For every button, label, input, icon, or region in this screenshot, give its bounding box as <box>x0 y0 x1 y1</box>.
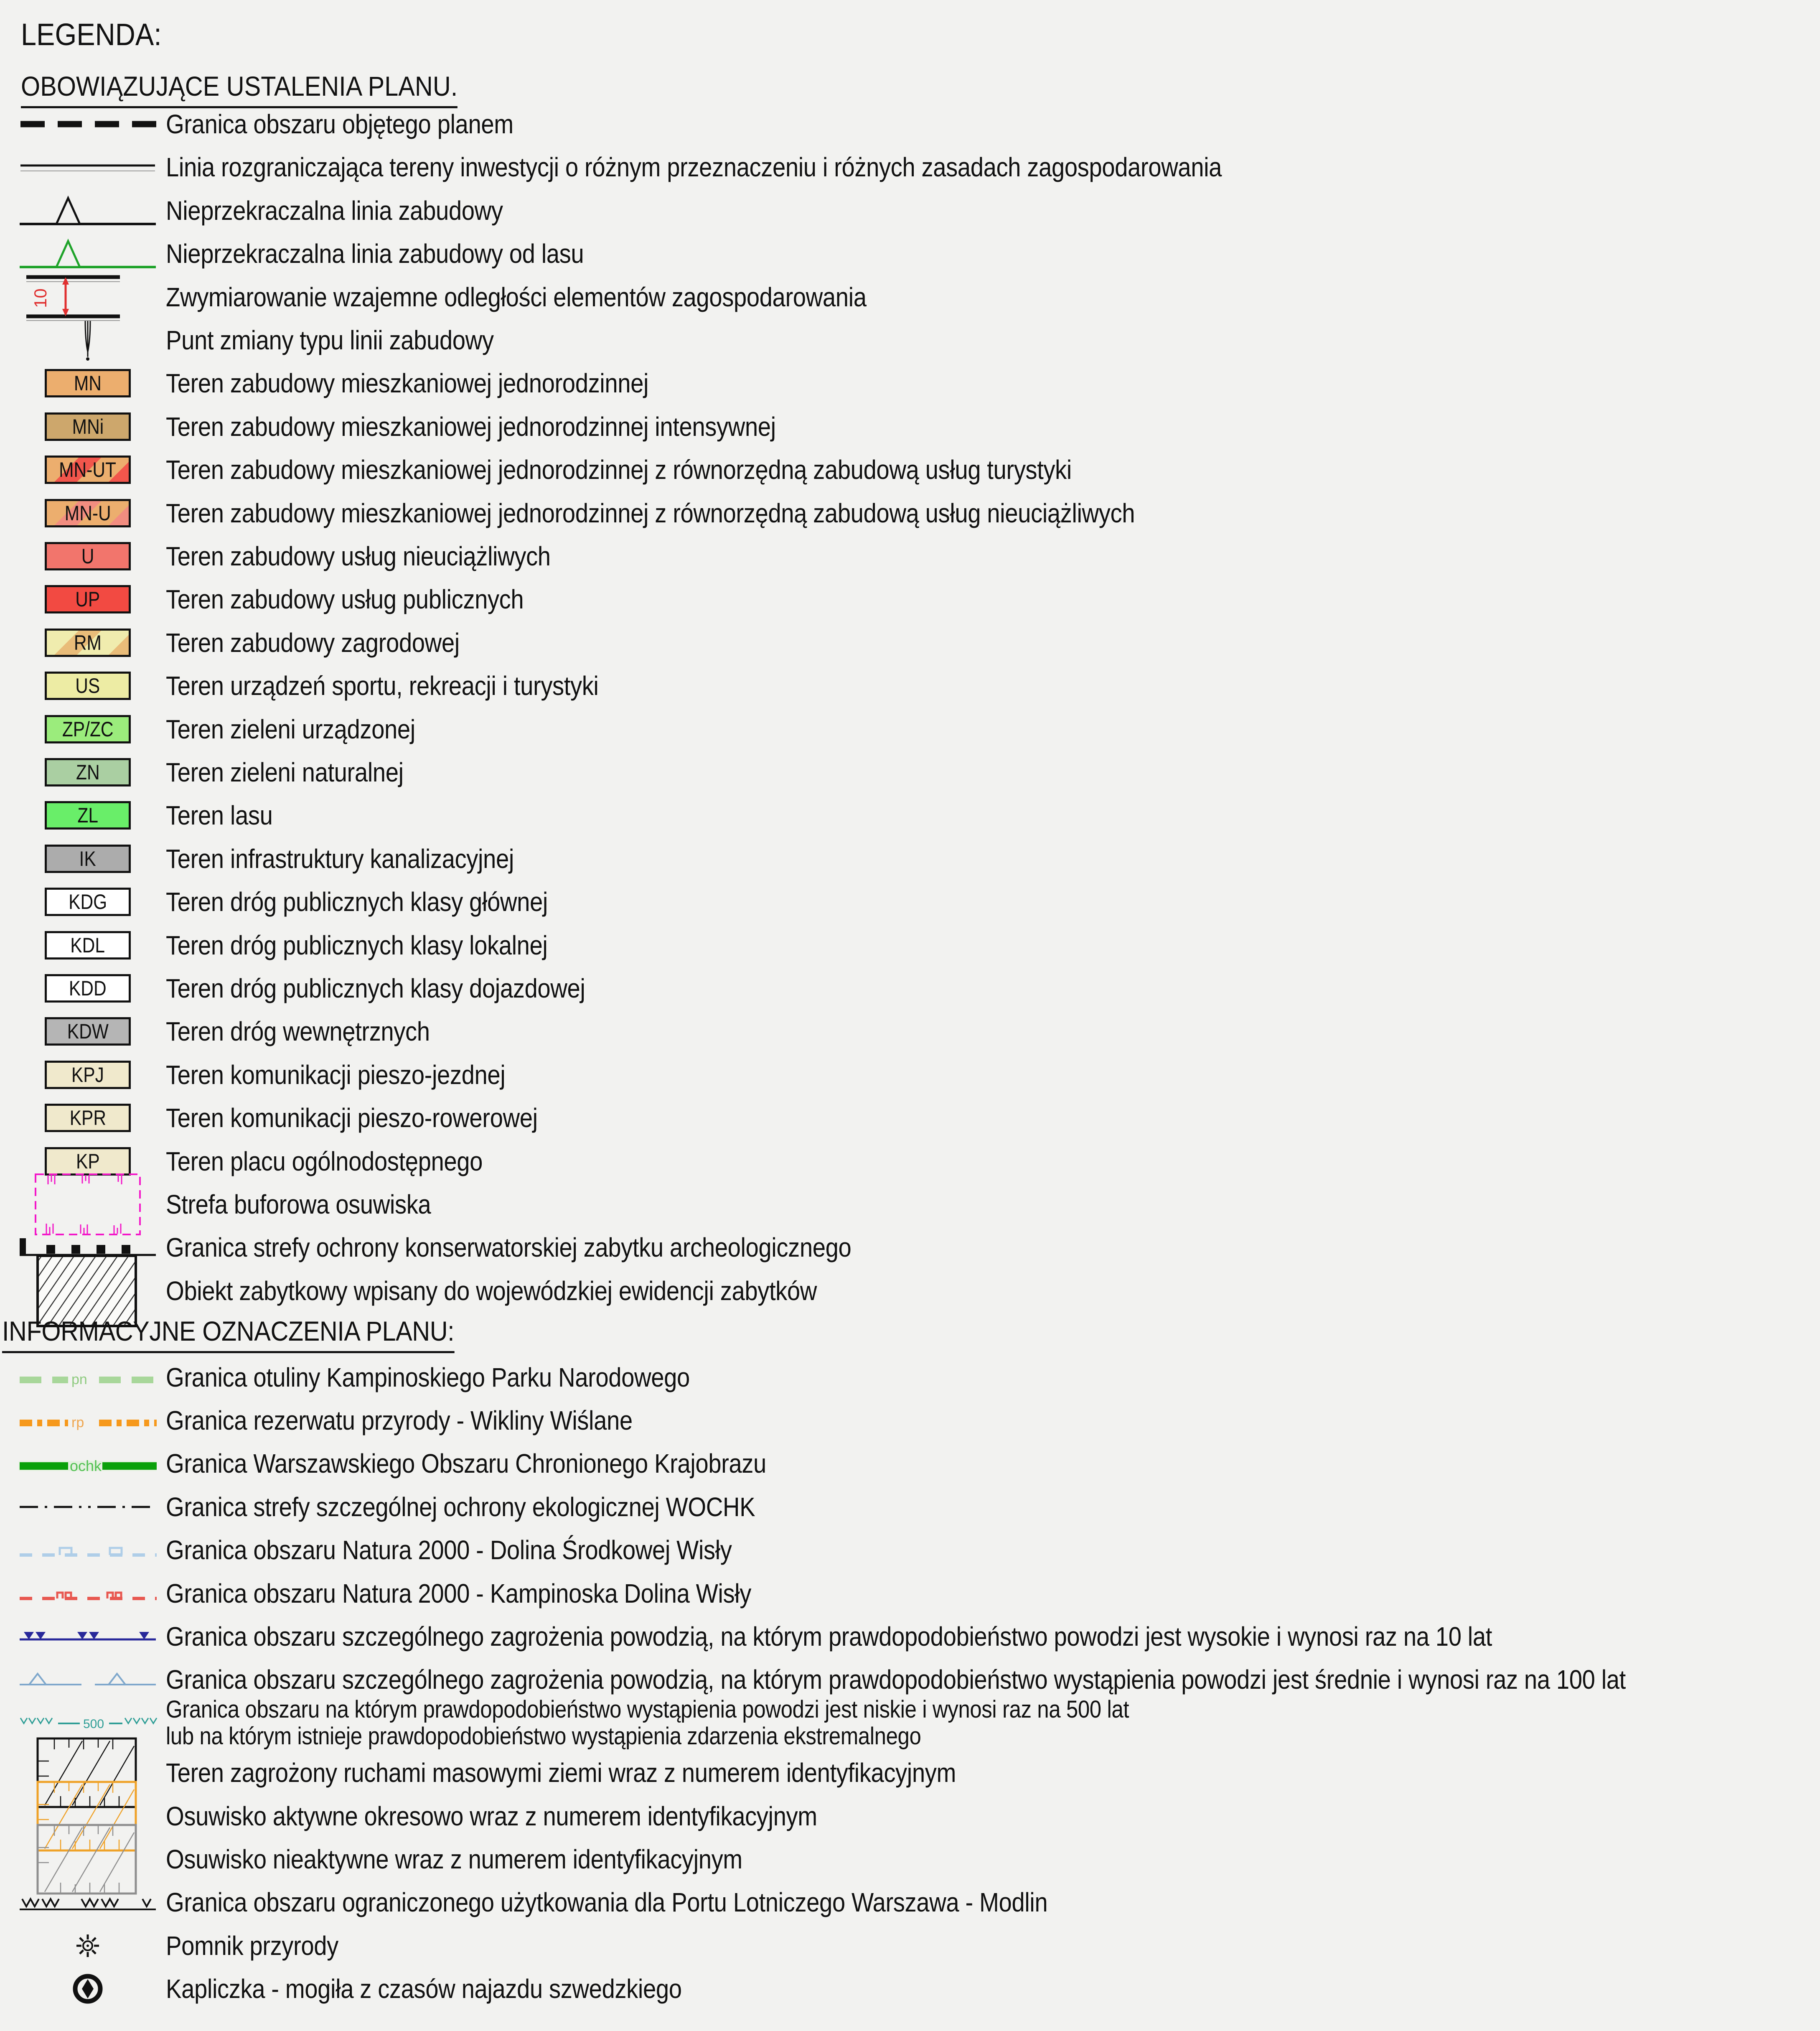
area-code-swatch <box>45 1061 131 1089</box>
legend-item-label: Linia rozgraniczająca tereny inwestycji o różnym przeznaczeniu i różnych zasadach zagospodarowania <box>166 152 1222 183</box>
legend-item-label: Teren zabudowy mieszkaniowej jednorodzinnej z równorzędną zabudową usług turystyki <box>166 455 1072 485</box>
area-code-swatch <box>45 845 131 873</box>
area-code-swatch <box>45 369 131 397</box>
legend-item-label: Granica obszaru szczególnego zagrożenia powodzią, na którym prawdopodobieństwo powodzi jest wysokie i wynosi raz na 10 lat <box>166 1621 1492 1652</box>
area-code-swatch <box>45 672 131 700</box>
legend-item <box>0 1269 1820 1313</box>
granica-rezerwatu-symbol <box>19 1405 157 1435</box>
teren-kdd-symbol <box>19 974 157 1003</box>
legend-item-label: Granica rezerwatu przyrody - Wikliny Wiślane <box>166 1405 633 1435</box>
nieprzekraczalna-linia-zabudowy-od-lasu-symbol <box>19 234 157 273</box>
legend-item-label: Granica obszaru Natura 2000 - Kampinoska Dolina Wisły <box>166 1578 751 1609</box>
teren-zl-symbol <box>19 801 157 830</box>
teren-mn-ut-symbol <box>19 456 157 484</box>
area-code-swatch <box>45 499 131 527</box>
legend-item <box>0 1356 1820 1399</box>
legend-item-label: Osuwisko nieaktywne wraz z numerem identyfikacyjnym <box>166 1844 742 1874</box>
legend-item <box>0 275 1820 319</box>
pomnik-przyrody-symbol <box>19 1931 157 1960</box>
legend-item <box>0 578 1820 621</box>
area-code-swatch <box>45 585 131 613</box>
svg-text:pn: pn <box>71 1371 87 1387</box>
legend-item <box>0 1183 1820 1226</box>
legend-item <box>0 1615 1820 1658</box>
legend-item <box>0 1658 1820 1701</box>
legend-item-label: Granica strefy ochrony konserwatorskiej zabytku archeologicznego <box>166 1232 852 1263</box>
area-code-swatch <box>45 629 131 657</box>
legend-item <box>0 189 1820 232</box>
legend-item-label: Nieprzekraczalna linia zabudowy <box>166 195 503 226</box>
teren-ik-symbol <box>19 845 157 873</box>
legend-item <box>0 491 1820 535</box>
legend-item <box>0 664 1820 708</box>
legend-item-label: Teren placu ogólnodostępnego <box>166 1146 483 1176</box>
legend-item <box>0 1485 1820 1529</box>
natura-kampinoska-symbol <box>19 1579 157 1608</box>
legend-item <box>0 1010 1820 1053</box>
legend-item <box>0 232 1820 275</box>
area-code: KPJ <box>71 1063 104 1087</box>
legend-item <box>0 708 1820 751</box>
legend-item <box>0 448 1820 491</box>
legend-item <box>0 1312 1820 1356</box>
teren-us-symbol <box>19 672 157 700</box>
nieprzekraczalna-linia-zabudowy-symbol <box>19 191 157 230</box>
area-code: KDD <box>69 977 107 1000</box>
legend-item-label: Teren dróg publicznych klasy głównej <box>166 887 548 917</box>
legend-item-label: Teren zabudowy usług publicznych <box>166 584 524 615</box>
legend-item-label: Teren lasu <box>166 800 273 831</box>
punt-zmiany-linii-symbol <box>19 318 157 362</box>
area-code: KDG <box>68 890 107 914</box>
legend-item-label: Teren zabudowy usług nieuciążliwych <box>166 541 551 571</box>
legend-item <box>0 1140 1820 1183</box>
legend-item <box>0 1794 1820 1838</box>
legend-item <box>0 967 1820 1010</box>
legend-item <box>0 102 1820 146</box>
area-code: KP <box>76 1149 100 1173</box>
teren-kdl-symbol <box>19 931 157 960</box>
area-code-swatch <box>45 974 131 1003</box>
legend-item <box>0 1053 1820 1097</box>
powodz-100-lat-symbol <box>19 1668 157 1691</box>
legend-item-label: Granica otuliny Kampinoskiego Parku Narodowego <box>166 1362 690 1392</box>
legend-item <box>0 1924 1820 1967</box>
kapliczka-symbol <box>19 1970 157 2008</box>
legend-item-label: Punt zmiany typu linii zabudowy <box>166 325 494 355</box>
granica-strefy-eko-symbol <box>19 1497 157 1517</box>
legend-item <box>0 405 1820 448</box>
area-code: U <box>81 545 94 568</box>
legend-item-label: Teren dróg wewnętrznych <box>166 1016 430 1047</box>
teren-kpr-symbol <box>19 1104 157 1132</box>
legend-item <box>0 1881 1820 1924</box>
legend-item-label: Osuwisko aktywne okresowo wraz z numerem identyfikacyjnym <box>166 1801 817 1831</box>
legend-item-label: Zwymiarowanie wzajemne odległości elementów zagospodarowania <box>166 282 867 312</box>
area-code: KPR <box>69 1106 106 1130</box>
area-code-swatch <box>45 801 131 830</box>
area-code: KDW <box>67 1020 109 1043</box>
legend-item-label: Granica obszaru szczególnego zagrożenia powodzią, na którym prawdopodobieństwo wystąpienia powodzi jest średnie i wynosi raz na 100 lat <box>166 1665 1626 1695</box>
granica-wochk-symbol <box>19 1448 157 1479</box>
legend-item <box>0 1572 1820 1615</box>
legend-item-label: Granica strefy szczególnej ochrony ekologicznej WOCHK <box>166 1491 755 1522</box>
legend-title: LEGENDA: <box>21 17 162 52</box>
legend-item <box>0 1838 1820 1881</box>
legend-item <box>0 1967 1820 2011</box>
area-code-swatch <box>45 1104 131 1132</box>
teren-kdg-symbol <box>19 888 157 916</box>
legend-item <box>0 1226 1820 1269</box>
area-code-swatch <box>45 456 131 484</box>
area-code-swatch <box>45 412 131 441</box>
legend-item <box>0 361 1820 405</box>
legend-item-label: Nieprzekraczalna linia zabudowy od lasu <box>166 239 584 269</box>
legend-item-label: Kapliczka - mogiła z czasów najazdu szwedzkiego <box>166 1974 682 2004</box>
legend-item-label: Granica obszaru Natura 2000 - Dolina Środkowej Wisły <box>166 1535 732 1565</box>
legend-item <box>0 318 1820 362</box>
granica-otuliny-symbol <box>19 1362 157 1392</box>
area-code: US <box>75 674 100 698</box>
area-code: MN-UT <box>59 458 117 482</box>
legend-item-label: Teren infrastruktury kanalizacyjnej <box>166 843 514 874</box>
area-code-swatch <box>45 931 131 960</box>
section-heading-obowiazujace: OBOWIĄZUJĄCE USTALENIA PLANU. <box>21 70 458 108</box>
legend-item <box>0 837 1820 881</box>
legend-item-label: Teren komunikacji pieszo-jezdnej <box>166 1059 506 1090</box>
area-code-swatch <box>45 888 131 916</box>
area-code: ZP/ZC <box>62 717 114 741</box>
legend-item-label: Strefa buforowa osuwiska <box>166 1189 431 1219</box>
legend-item <box>0 1399 1820 1442</box>
legend-item <box>0 1751 1820 1794</box>
teren-mn-symbol <box>19 369 157 397</box>
teren-rm-symbol <box>19 629 157 657</box>
legend-item-label: Teren dróg publicznych klasy lokalnej <box>166 930 548 960</box>
area-code-swatch <box>45 715 131 743</box>
legend-item-label: Teren zabudowy zagrodowej <box>166 627 460 658</box>
legend-item <box>0 751 1820 794</box>
teren-kdw-symbol <box>19 1017 157 1046</box>
legend-item <box>0 534 1820 578</box>
legend-item-label <box>2 1315 454 1353</box>
svg-text:ochk: ochk <box>70 1457 102 1475</box>
svg-text:10: 10 <box>31 288 50 308</box>
granica-modlin-symbol <box>19 1891 157 1914</box>
area-code: ZN <box>76 761 100 784</box>
legend-item-label: Granica obszaru objętego planem <box>166 109 513 139</box>
legend-item <box>0 1528 1820 1572</box>
svg-text:500: 500 <box>83 1717 104 1731</box>
area-code: MN <box>74 372 102 395</box>
legend-item <box>0 924 1820 967</box>
area-code: MNi <box>72 415 104 438</box>
legend-item-label: Teren zieleni naturalnej <box>166 757 404 787</box>
svg-text:rp: rp <box>71 1415 84 1430</box>
teren-up-symbol <box>19 585 157 613</box>
area-code: RM <box>74 631 102 654</box>
legend-item-label: Teren urządzeń sportu, rekreacji i turystyki <box>166 671 599 701</box>
linia-rozgraniczajaca-symbol <box>19 160 157 174</box>
area-code: UP <box>75 588 100 611</box>
legend-item <box>0 1695 1820 1750</box>
legend-item-label: Granica obszaru ograniczonego użytkowania dla Portu Lotniczego Warszawa - Modlin <box>166 1887 1048 1918</box>
legend-item <box>0 794 1820 837</box>
area-code: IK <box>79 847 97 870</box>
teren-mni-symbol <box>19 412 157 441</box>
section-heading-informacyjne: INFORMACYJNE OZNACZENIA PLANU: <box>2 1315 454 1353</box>
legend-item-label: Teren komunikacji pieszo-rowerowej <box>166 1103 538 1133</box>
area-code-swatch <box>45 1017 131 1046</box>
teren-mn-u-symbol <box>19 499 157 527</box>
zwymiarowanie-symbol <box>19 270 157 325</box>
granica-obszaru-planu-symbol <box>19 115 157 133</box>
legend-item <box>0 1442 1820 1485</box>
legend-item-label: Teren zieleni urządzonej <box>166 714 415 744</box>
legend-item <box>0 880 1820 924</box>
area-code: KDL <box>70 933 105 957</box>
powodz-10-lat-symbol <box>19 1626 157 1647</box>
teren-kpj-symbol <box>19 1061 157 1089</box>
legend-item-label: Teren zagrożony ruchami masowymi ziemi wraz z numerem identyfikacyjnym <box>166 1758 956 1788</box>
area-code: MN-U <box>64 501 111 525</box>
legend-item <box>0 145 1820 189</box>
legend-item-label: Teren zabudowy mieszkaniowej jednorodzinnej z równorzędną zabudową usług nieuciążliwych <box>166 498 1135 528</box>
natura-dolina-symbol <box>19 1536 157 1564</box>
area-code-swatch <box>45 758 131 786</box>
area-code-swatch <box>45 542 131 570</box>
legend-item-label: Teren dróg publicznych klasy dojazdowej <box>166 973 585 1003</box>
legend-item <box>0 621 1820 664</box>
legend-item-label: Granica Warszawskiego Obszaru Chronionego Krajobrazu <box>166 1448 766 1479</box>
teren-zp-zc-symbol <box>19 715 157 743</box>
powodz-500-lat-symbol <box>19 1711 157 1735</box>
legend-item-label: Pomnik przyrody <box>166 1930 338 1961</box>
teren-zn-symbol <box>19 758 157 786</box>
legend-item-label: Teren zabudowy mieszkaniowej jednorodzinnej <box>166 368 649 399</box>
legend-item-label: Obiekt zabytkowy wpisany do wojewódzkiej ewidencji zabytków <box>166 1275 817 1306</box>
area-code: ZL <box>77 804 98 827</box>
legend-item <box>0 1096 1820 1140</box>
teren-u-symbol <box>19 542 157 570</box>
legend-item-label: Teren zabudowy mieszkaniowej jednorodzinnej intensywnej <box>166 411 776 442</box>
legend-item-label: Granica obszaru na którym prawdopodobieństwo wystąpienia powodzi jest niskie i wynosi raz na 500 lat lub na którym istnieje prawdopodobieństwo wystąpienia zdarzenia ekstremalnego <box>166 1695 1129 1750</box>
